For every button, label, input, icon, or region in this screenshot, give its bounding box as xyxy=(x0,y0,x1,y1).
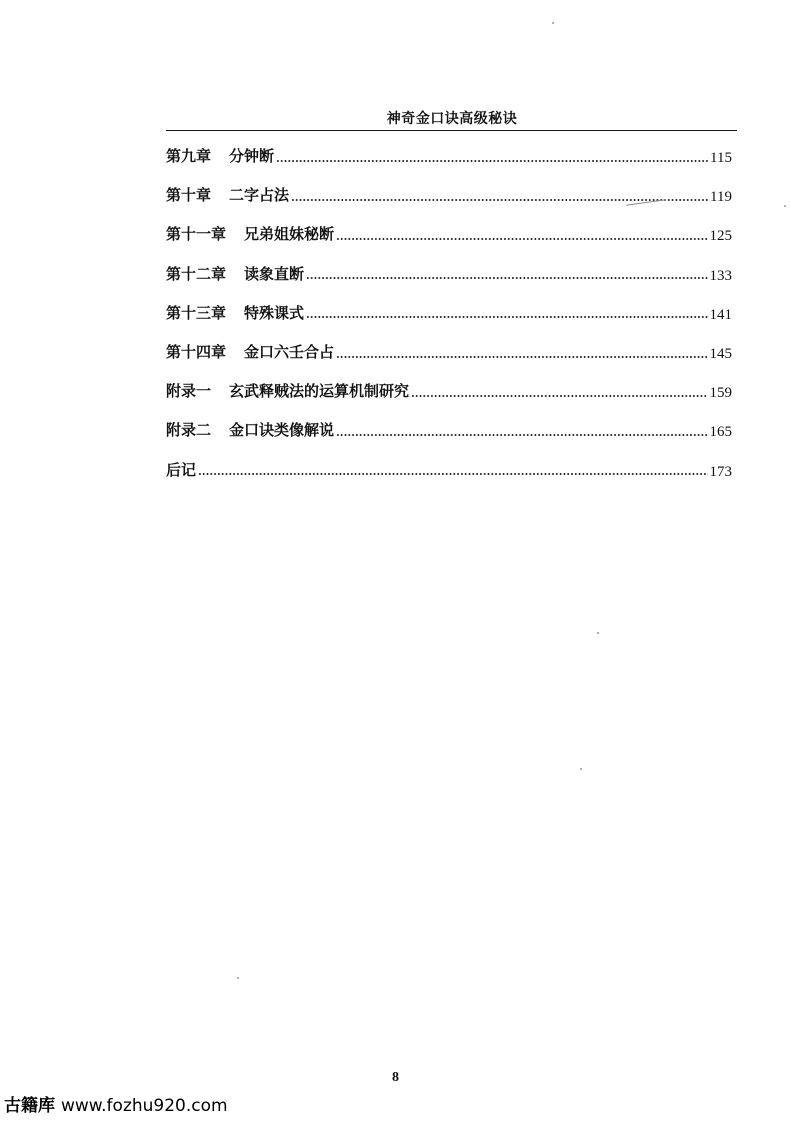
toc-entry-page: 141 xyxy=(709,306,732,323)
scan-speck xyxy=(597,632,599,634)
toc-entry-number: 后记 xyxy=(166,460,197,479)
toc-entry-page: 133 xyxy=(709,267,732,284)
toc-entry-title: 二字占法 xyxy=(229,186,290,205)
toc-entry-page: 173 xyxy=(709,463,732,480)
toc-entry[interactable] xyxy=(166,410,732,449)
table-of-contents xyxy=(166,136,732,489)
running-header: 神奇金口诀高级秘诀 xyxy=(386,111,518,127)
toc-entry-title: 玄武释贼法的运算机制研究 xyxy=(229,382,410,401)
toc-entry-page: 119 xyxy=(710,189,732,206)
toc-entry-number: 第十四章 xyxy=(166,343,227,362)
toc-entry[interactable] xyxy=(166,175,732,214)
scan-speck xyxy=(237,977,239,979)
toc-entry-title: 特殊课式 xyxy=(244,303,305,322)
toc-entry-number: 附录一 xyxy=(166,382,212,401)
dot-leader xyxy=(336,353,707,361)
watermark-url: www.fozhu920.com xyxy=(61,1096,228,1116)
toc-entry-page: 115 xyxy=(710,150,732,167)
toc-entry-number: 第十二章 xyxy=(166,264,227,283)
toc-entry-label xyxy=(166,223,334,244)
dot-leader xyxy=(411,392,707,400)
watermark-site-name: 古籍库 xyxy=(4,1096,55,1116)
scan-speck xyxy=(552,22,554,24)
toc-entry-page: 159 xyxy=(709,385,732,402)
scan-speck xyxy=(784,205,786,207)
dot-leader xyxy=(306,313,707,321)
watermark xyxy=(4,1091,228,1116)
toc-entry-title: 金口诀类像解说 xyxy=(229,421,335,440)
toc-entry[interactable] xyxy=(166,450,732,489)
toc-entry-page: 145 xyxy=(709,346,732,363)
toc-entry[interactable] xyxy=(166,293,732,332)
toc-entry-title: 兄弟姐妹秘断 xyxy=(244,225,335,244)
toc-entry-title: 金口六壬合占 xyxy=(244,343,335,362)
dot-leader xyxy=(198,470,707,478)
toc-entry-number: 第十一章 xyxy=(166,225,227,244)
toc-entry-page: 125 xyxy=(709,228,732,245)
dot-leader xyxy=(336,235,707,243)
dot-leader xyxy=(336,431,707,439)
toc-entry-label xyxy=(166,302,304,323)
toc-entry-number: 第九章 xyxy=(166,147,212,166)
toc-entry[interactable] xyxy=(166,332,732,371)
header-rule xyxy=(166,130,737,131)
toc-entry[interactable] xyxy=(166,254,732,293)
toc-entry[interactable] xyxy=(166,371,732,410)
toc-entry-title: 分钟断 xyxy=(229,147,275,166)
toc-entry-number: 附录二 xyxy=(166,421,212,440)
toc-entry-label xyxy=(166,145,274,166)
toc-entry-label xyxy=(166,184,289,205)
toc-entry-page: 165 xyxy=(709,424,732,441)
toc-entry-number: 第十章 xyxy=(166,186,212,205)
toc-entry-title: 读象直断 xyxy=(244,264,305,283)
toc-entry-label xyxy=(166,341,334,362)
scan-speck xyxy=(580,768,582,770)
toc-entry-label xyxy=(166,380,409,401)
page-number: 8 xyxy=(392,1070,399,1085)
toc-entry-number: 第十三章 xyxy=(166,303,227,322)
toc-entry-label xyxy=(166,459,196,480)
toc-entry-label xyxy=(166,263,304,284)
toc-entry[interactable] xyxy=(166,136,732,175)
dot-leader xyxy=(306,274,707,282)
dot-leader xyxy=(276,157,708,165)
toc-entry[interactable] xyxy=(166,214,732,253)
toc-entry-label xyxy=(166,419,334,440)
